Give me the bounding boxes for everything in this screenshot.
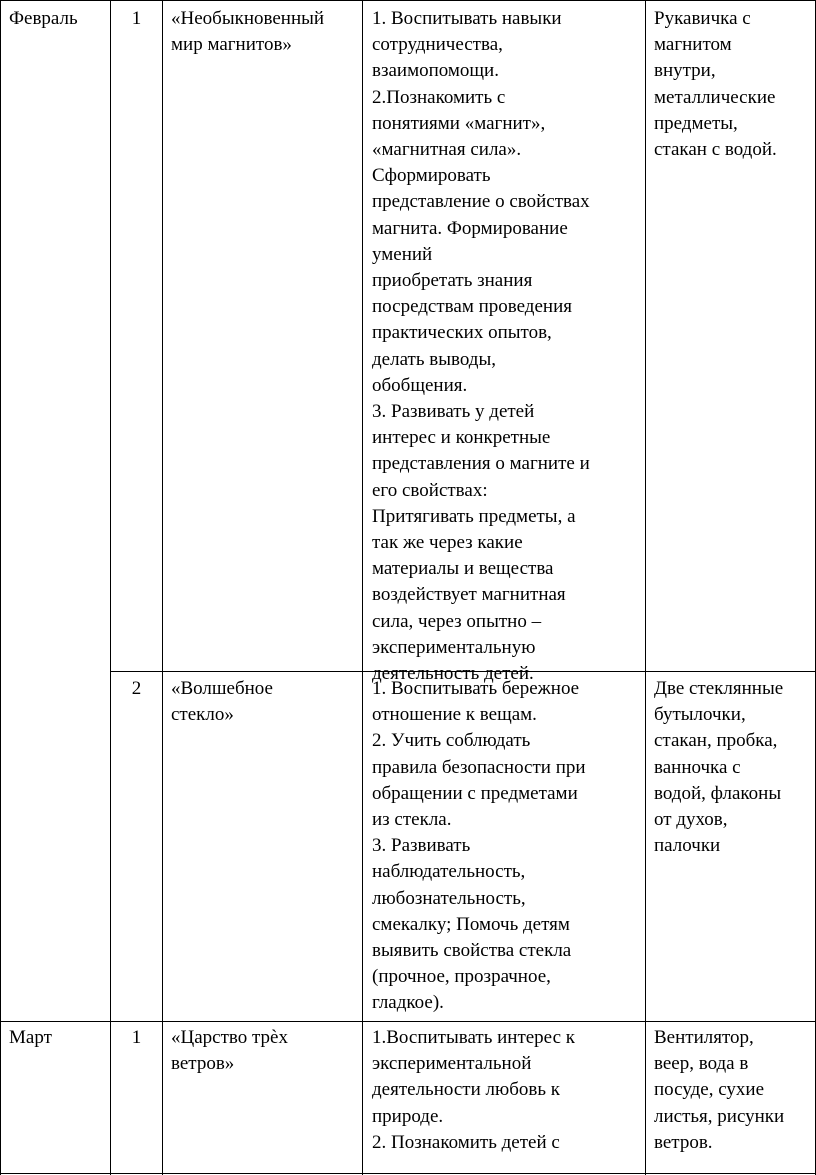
materials-cell: Две стеклянные бутылочки, стакан, пробка, ванночка с водой, флаконы от духов, палочки <box>654 678 784 857</box>
materials-cell: Рукавичка с магнитом внутри, металлические предметы, стакан с водой. <box>654 8 777 161</box>
column-divider <box>362 0 363 1175</box>
month-cell: Февраль <box>9 8 78 29</box>
table-border-left <box>0 0 1 1175</box>
lesson-number-cell: 1 <box>131 8 142 29</box>
table-border-bottom <box>0 1173 816 1174</box>
column-divider <box>162 0 163 1175</box>
lesson-number-cell: 2 <box>131 678 142 699</box>
month-cell: Март <box>9 1027 52 1048</box>
topic-cell: «Необыкновенный мир магнитов» <box>171 8 325 56</box>
goals-cell: 1.Воспитывать интерес к экспериментальной деятельности любовь к природе. 2. Познакомить детей с <box>372 1027 576 1153</box>
column-divider <box>645 0 646 1175</box>
lesson-number-cell: 1 <box>131 1027 142 1048</box>
table-border-top <box>0 0 816 1</box>
row-divider <box>0 1021 816 1022</box>
materials-cell: Вентилятор, веер, вода в посуде, сухие листья, рисунки ветров. <box>654 1027 785 1153</box>
topic-cell: «Царство трѐх ветров» <box>171 1027 288 1075</box>
goals-cell: 1. Воспитывать бережное отношение к вещам. 2. Учить соблюдать правила безопасности при обращении с предметами из стекла. 3. Развивать наблюдательность, любознательность, смекалку; Помочь детям выявить свойства стекла (прочное, прозрачное, гладкое). <box>372 678 586 1014</box>
column-divider <box>110 0 111 1175</box>
goals-cell: 1. Воспитывать навыки сотрудничества, взаимопомощи. 2.Познакомить с понятиями «магнит», «магнитная сила». Сформировать представление о свойствах магнита. Формирование умений приобретать знания посредствам проведения практических опытов, делать выводы, обобщения. 3. Развивать у детей интерес и конкретные представления о магните и его свойствах: Притягивать предметы, а так же через какие материалы и вещества воздействует магнитная сила, через опытно – экспериментальную деятельность детей. <box>372 8 590 685</box>
topic-cell: «Волшебное стекло» <box>171 678 273 726</box>
